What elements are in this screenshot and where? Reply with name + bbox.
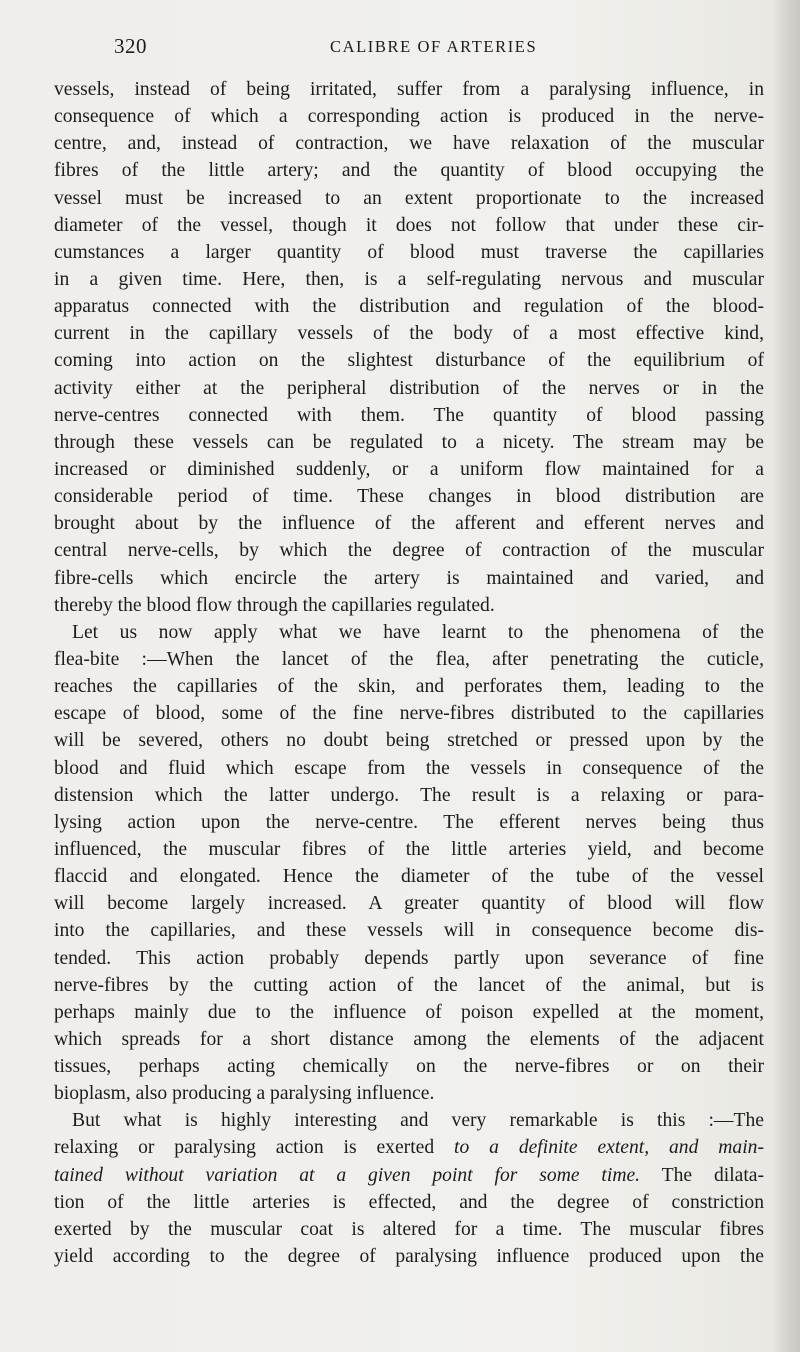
text-line: consequence of which a corresponding action is produced in the nerve- — [54, 106, 764, 128]
text-line-mixed — [54, 1162, 764, 1189]
text-line: diameter of the vessel, though it does not follow that under these cir- — [54, 214, 764, 236]
roman-span: relaxing or paralysing action is exerted — [54, 1137, 455, 1159]
text-line: exerted by the muscular coat is altered for a time. The muscular fibres — [54, 1218, 764, 1240]
text-line: increased or diminished suddenly, or a uniform flow maintained for a — [54, 458, 764, 480]
paragraph-last-line: thereby the blood flow through the capillaries regulated. — [54, 594, 495, 616]
text-line: into the capillaries, and these vessels will in consequence become dis- — [54, 920, 764, 942]
text-line: reaches the capillaries of the skin, and perforates them, leading to the — [54, 676, 764, 698]
text-line: distension which the latter undergo. The result is a relaxing or para- — [54, 784, 764, 806]
running-head — [114, 34, 714, 64]
text-line: will be severed, others no doubt being stretched or pressed upon by the — [54, 730, 764, 752]
text-line: flaccid and elongated. Hence the diameter of the tube of the vessel — [54, 866, 764, 888]
text-line: coming into action on the slightest disturbance of the equilibrium of — [54, 350, 764, 372]
roman-span: The dilata- — [640, 1164, 764, 1186]
text-line: tissues, perhaps acting chemically on the nerve-fibres or on their — [54, 1056, 764, 1078]
text-line: central nerve-cells, by which the degree of contraction of the muscular — [54, 540, 764, 562]
text-line: influenced, the muscular fibres of the little arteries yield, and become — [54, 838, 764, 860]
text-line: nerve-centres connected with them. The quantity of blood passing — [54, 404, 764, 426]
text-line: lysing action upon the nerve-centre. The efferent nerves being thus — [54, 811, 764, 833]
text-line: cumstances a larger quantity of blood must traverse the capillaries — [54, 241, 764, 263]
text-line: which spreads for a short distance among the elements of the adjacent — [54, 1028, 764, 1050]
paragraph-first-line: But what is highly interesting and very remarkable is this :—The — [72, 1110, 764, 1132]
text-line: through these vessels can be regulated to a nicety. The stream may be — [54, 431, 764, 453]
text-line: considerable period of time. These changes in blood distribution are — [54, 486, 764, 508]
running-head-title: CALIBRE OF ARTERIES — [330, 37, 538, 56]
page-number: 320 — [114, 34, 147, 58]
italic-emphasis: tained without variation at a given point for some time. — [54, 1164, 641, 1186]
text-line: vessel must be increased to an extent proportionate to the increased — [54, 187, 764, 209]
body-text — [54, 76, 764, 1270]
text-line: nerve-fibres by the cutting action of the lancet of the animal, but is — [54, 974, 764, 996]
text-line: vessels, instead of being irritated, suffer from a paralysing influence, in — [54, 79, 764, 100]
text-line: current in the capillary vessels of the body of a most effective kind, — [54, 323, 764, 345]
text-line: blood and fluid which escape from the vessels in consequence of the — [54, 757, 764, 779]
text-line: centre, and, instead of contraction, we have relaxation of the muscular — [54, 133, 764, 155]
text-line: will become largely increased. A greater quantity of blood will flow — [54, 893, 764, 915]
text-line: fibre-cells which encircle the artery is maintained and varied, and — [54, 567, 764, 589]
paragraph-last-line: bioplasm, also producing a paralysing influence. — [54, 1083, 435, 1105]
page-edge-shadow — [772, 0, 800, 1352]
text-line: flea-bite :—When the lancet of the flea, after penetrating the cuticle, — [54, 648, 764, 670]
text-line: tended. This action probably depends partly upon severance of fine — [54, 947, 764, 969]
italic-emphasis: to a definite extent, and main- — [454, 1137, 764, 1159]
text-line-mixed — [54, 1134, 764, 1161]
text-line: yield according to the degree of paralysing influence produced upon the — [54, 1246, 764, 1268]
paragraph-first-line: Let us now apply what we have learnt to the phenomena of the — [72, 621, 764, 643]
text-line: brought about by the influence of the afferent and efferent nerves and — [54, 513, 764, 535]
text-line: escape of blood, some of the fine nerve-fibres distributed to the capillaries — [54, 703, 764, 725]
text-line: fibres of the little artery; and the quantity of blood occupying the — [54, 160, 764, 182]
text-line: in a given time. Here, then, is a self-regulating nervous and muscular — [54, 268, 764, 290]
text-line: apparatus connected with the distribution and regulation of the blood- — [54, 296, 764, 318]
text-line: perhaps mainly due to the influence of poison expelled at the moment, — [54, 1001, 764, 1023]
text-line: tion of the little arteries is effected, and the degree of constriction — [54, 1191, 764, 1213]
text-line: activity either at the peripheral distribution of the nerves or in the — [54, 377, 764, 399]
